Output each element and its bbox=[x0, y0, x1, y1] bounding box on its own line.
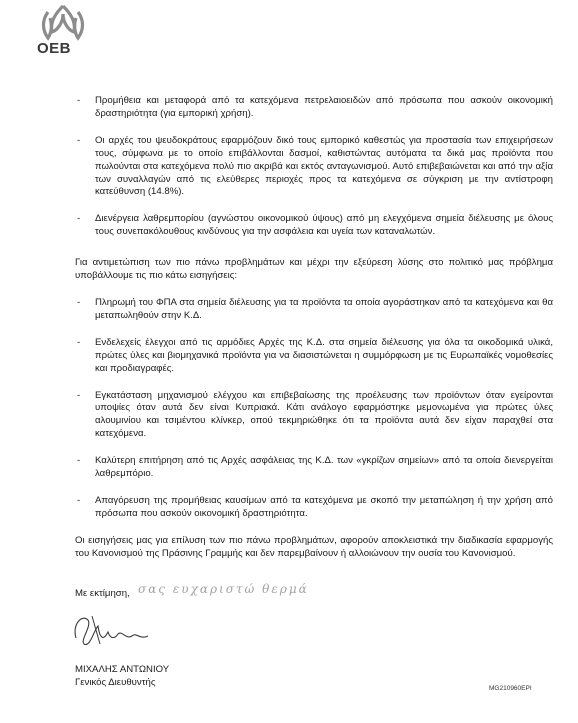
signer-block bbox=[75, 663, 169, 689]
closing-paragraph: Οι εισηγήσεις μας για επίλυση των πιο πάνω προβλημάτων, αφορούν αποκλειστικά την διαδικασία εφαρμογής του Κανονισμού της Πράσινης Γραμμής και δεν παρεμβαίνουν ή αλλοιώνουν την ουσία του Κανονισμού. bbox=[75, 534, 553, 559]
list-item: - Πληρωμή του ΦΠΑ στα σημεία διέλευσης για τα προϊόντα τα οποία αγοράστηκαν από τα κατεχόμενα και θα μεταπωληθούν στην Κ.Δ. bbox=[77, 296, 553, 321]
problems-list bbox=[75, 95, 553, 239]
intro-paragraph: Για αντιμετώπιση των πιο πάνω προβλημάτων και μέχρι την εξεύρεση λύσης στο πολιτικό μας πρόβλημα υποβάλλουμε τις πιο κάτω εισηγήσεις: bbox=[75, 257, 553, 282]
regards-text: Με εκτίμηση, bbox=[75, 588, 130, 599]
signature-icon bbox=[70, 610, 160, 650]
list-item: - Προμήθεια και μεταφορά από τα κατεχόμενα πετρελαιοειδών από πρόσωπα που ασκούν οικονομική δραστηριότητα (για εμπορική χρήση). bbox=[77, 95, 553, 119]
list-item: - Απαγόρευση της προμήθειας καυσίμων από τα κατεχόμενα με σκοπό την μεταπώληση ή την χρήση από πρόσωπα που ασκούν οικονομική δραστηριότητα. bbox=[77, 494, 553, 519]
list-item: - Ενδελεχείς έλεγχοι από τις αρμόδιες Αρχές της Κ.Δ. στα σημεία διέλευσης για όλα τα οικοδομικά υλικά, πρώτες ύλες και βιομηχανικά προϊόντα για να διασιστώνεται η συμμόρφωση με τις Ευρωπαϊκές νομοθεσίες και προδιαγραφές. bbox=[77, 336, 553, 374]
list-item: - Εγκατάσταση μηχανισμού ελέγχου και επιβεβαίωσης της προέλευσης των προϊόντων όταν εγείρονται υποψίες όταν αυτά δεν είναι Κυπριακά. Κάτι ανάλογο εφαρμόστηκε μεμονωμένα για πρώτες ύλες αλουμινίου και τσιμέντου κλίνκερ, οπού τεκμηριώθηκε ότι τα προϊόντα αυτά δεν είχαν παραχθεί στα κατεχόμενα. bbox=[77, 389, 553, 440]
handwritten-note: σας ευχαριστώ θερμά bbox=[138, 582, 309, 596]
logo-text: OEB bbox=[37, 40, 72, 57]
reference-code: MG210960EPI bbox=[489, 685, 532, 692]
letter-body bbox=[75, 95, 553, 570]
signer-title: Γενικός Διευθυντής bbox=[75, 677, 156, 688]
list-item: - Οι αρχές του ψευδοκράτους εφαρμόζουν δικό τους εμπορικό καθεστώς για προστασία των επιχειρήσεων τους, σύμφωνα με το οποίο επιβάλλονται δασμοί, καθιστώντας αυτόματα τα δικά μας προϊόντα που πωλούνται στα κατεχόμενα πολύ πιο ακριβά και εκτός ανταγωνισμού. Αυτό επιβεβαιώνεται και από την αξία των συναλλαγών από τις ελεύθερες περιοχές προς τα κατεχόμενα σε σύγκριση με την αντίστροφη κατεύθυνση (14.8%). bbox=[77, 134, 553, 198]
list-item: - Διενέργεια λαθρεμπορίου (αγνώστου οικονομικού ύψους) από μη ελεγχόμενα σημεία διέλευσης με όλους τους συνεπακόλουθους κινδύνους για την ασφάλεια και υγεία των καταναλωτών. bbox=[77, 213, 553, 238]
list-item: - Καλύτερη επιτήρηση από τις Αρχές ασφάλειας της Κ.Δ. των «γκρίζων σημείων» από τα οποία διενεργείται λαθρεμπόριο. bbox=[77, 455, 553, 480]
proposals-list bbox=[75, 297, 553, 521]
signer-name: ΜΙΧΑΛΗΣ ΑΝΤΩΝΙΟΥ bbox=[75, 664, 170, 675]
